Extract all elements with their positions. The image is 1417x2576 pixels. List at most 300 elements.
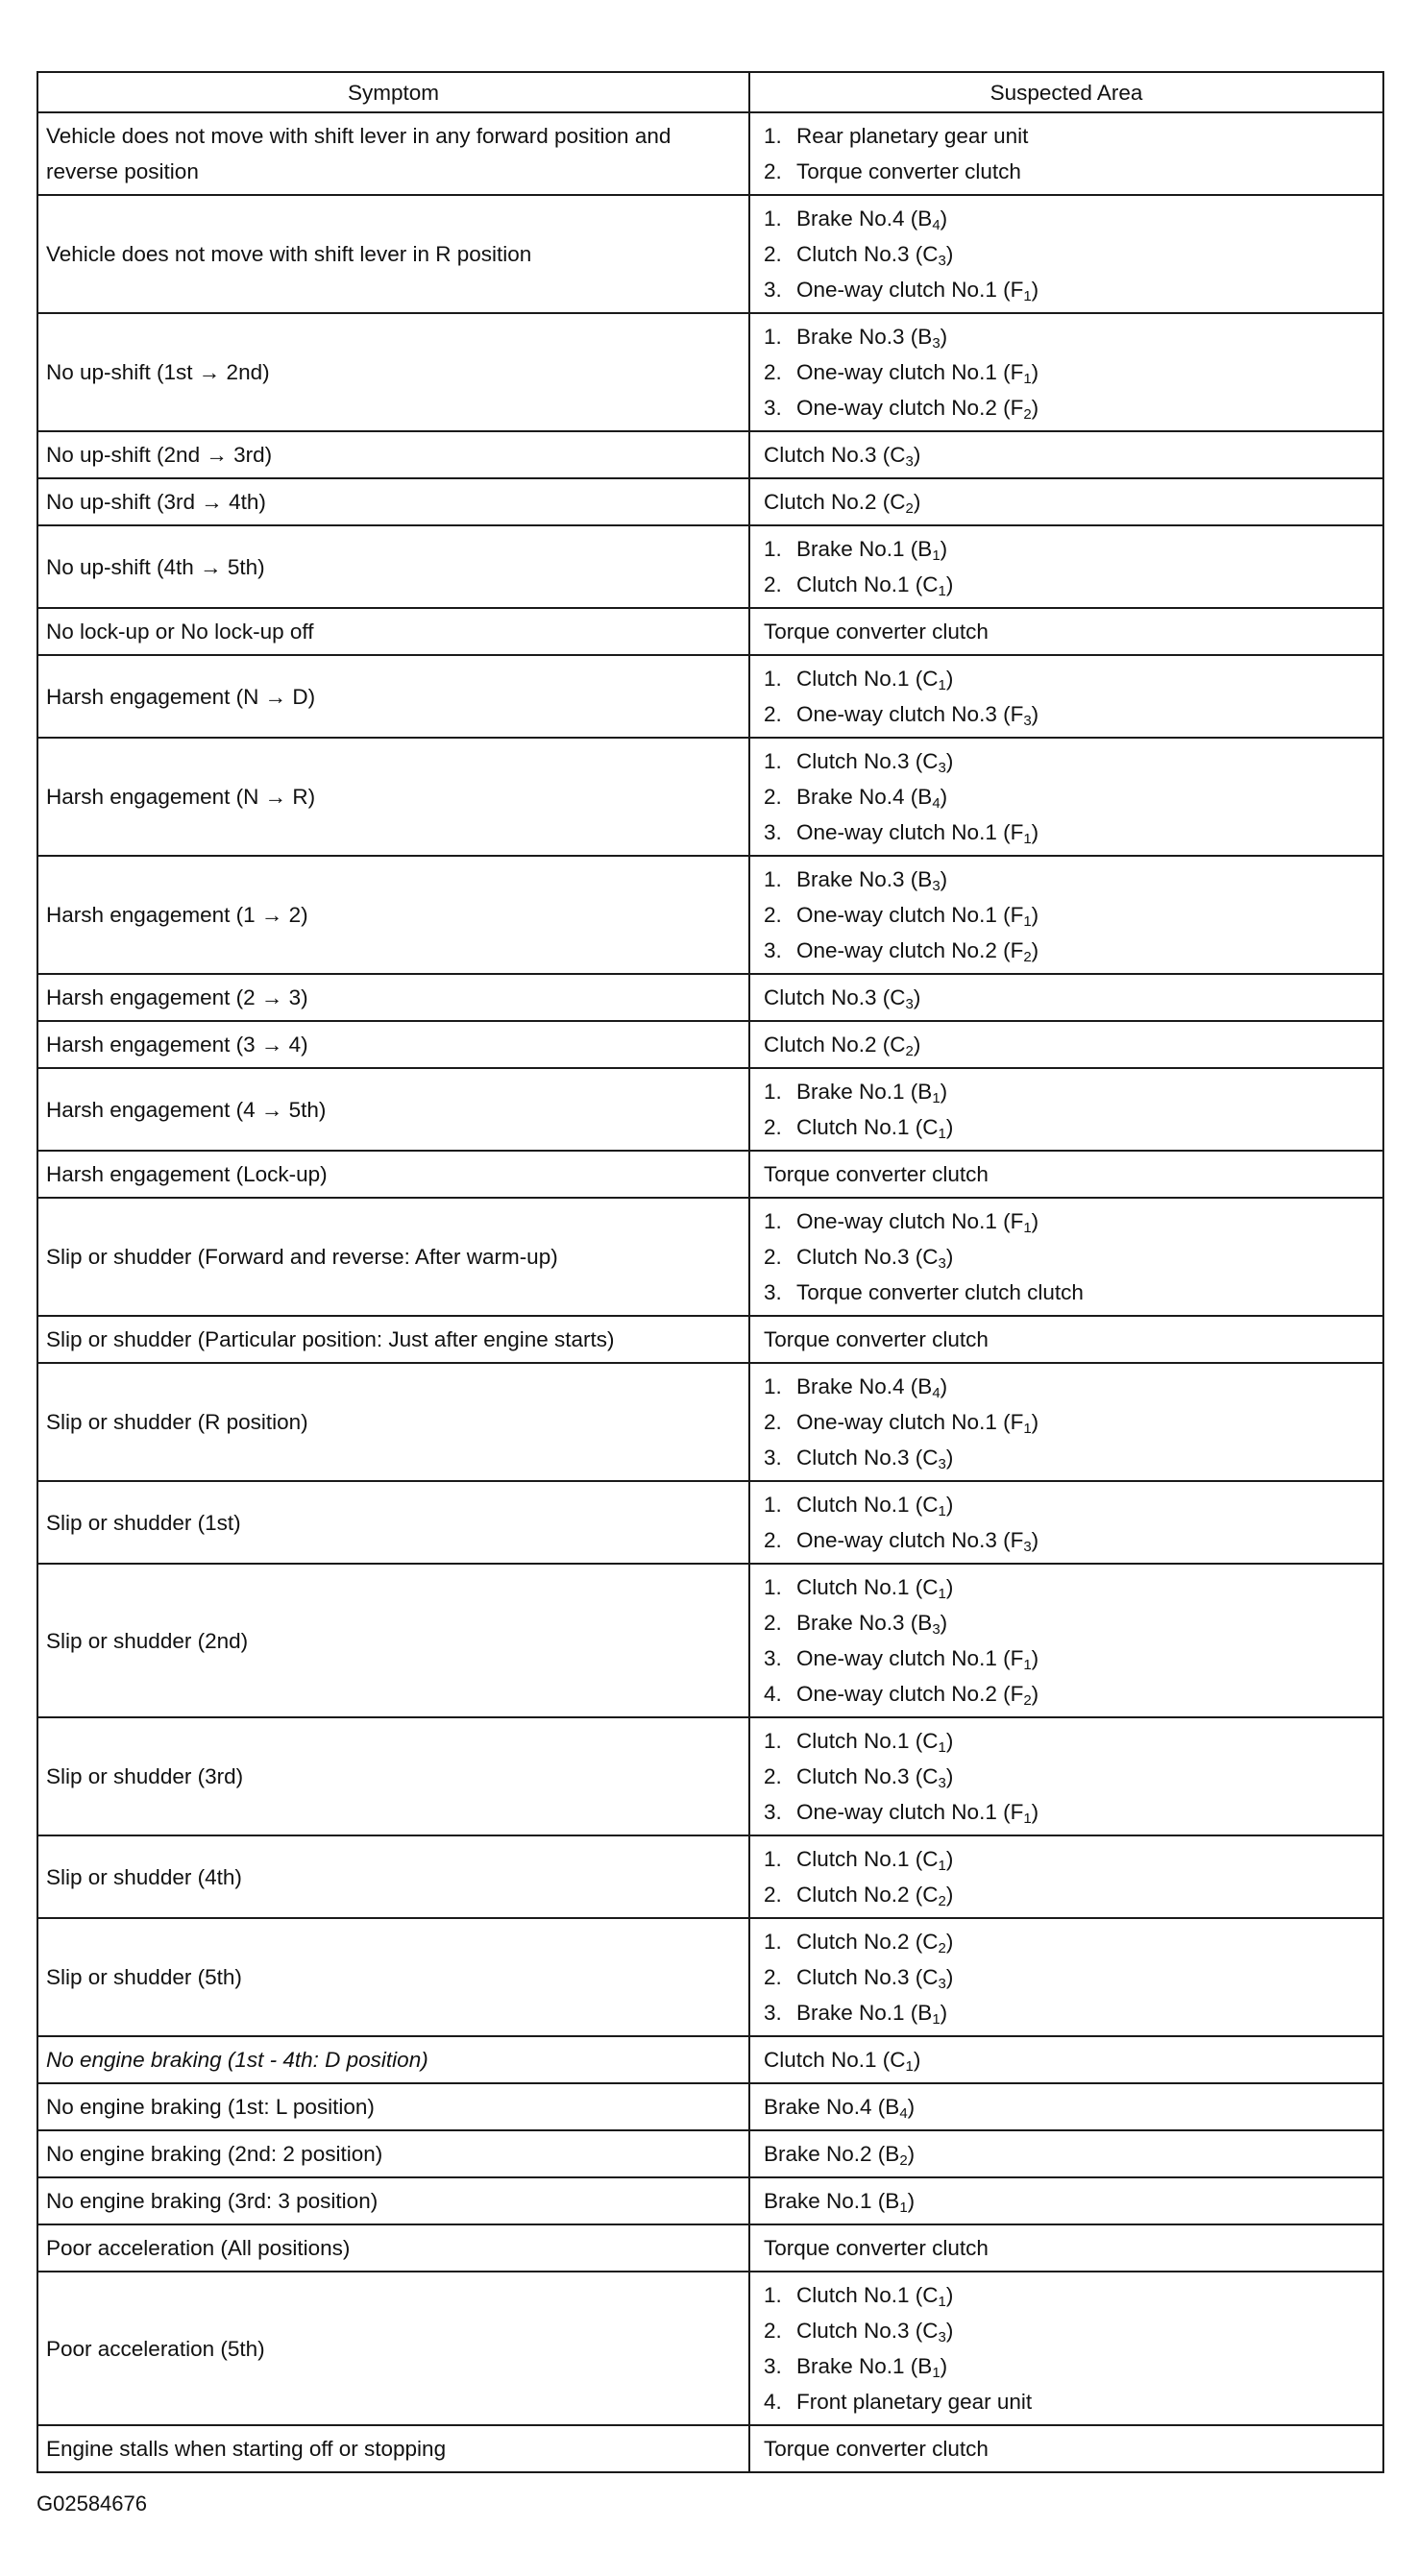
item-subscript: 3 [938, 760, 946, 776]
suspected-area-item [764, 531, 1375, 567]
symptom-cell: No lock-up or No lock-up off [37, 608, 749, 655]
table-row [37, 1198, 1383, 1316]
item-subscript: 3 [1023, 713, 1032, 729]
item-suffix: ) [940, 2001, 948, 2025]
item-text: Clutch No.1 (C [796, 667, 939, 691]
item-subscript: 1 [932, 2365, 941, 2381]
item-text: One-way clutch No.2 (F [796, 938, 1024, 962]
item-text: One-way clutch No.1 (F [796, 1209, 1024, 1233]
item-number: 2. [764, 1115, 782, 1139]
item-subscript: 2 [905, 500, 914, 517]
table-row [37, 1021, 1383, 1068]
suspected-area-cell [749, 478, 1383, 525]
table-row [37, 1363, 1383, 1481]
symptom-cell: Slip or shudder (3rd) [37, 1717, 749, 1835]
symptom-cell: Harsh engagement (3 → 4) [37, 1021, 749, 1068]
item-subscript: 1 [932, 2011, 941, 2028]
suspected-area-cell [749, 2083, 1383, 2130]
item-suffix: ) [945, 1729, 954, 1753]
symptom-cell: Harsh engagement (Lock-up) [37, 1151, 749, 1198]
suspected-area-cell [749, 1198, 1383, 1316]
item-text: Brake No.2 (B [764, 2142, 900, 2166]
item-suffix: ) [1031, 702, 1039, 726]
item-subscript: 3 [938, 1775, 946, 1791]
symptom-cell: Slip or shudder (Forward and reverse: After warm-up) [37, 1198, 749, 1316]
table-row [37, 478, 1383, 525]
item-text: Clutch No.1 (C [796, 1115, 939, 1139]
suspected-area-item [764, 2089, 1375, 2125]
table-row [37, 1835, 1383, 1918]
table-row [37, 431, 1383, 478]
suspected-area-item [764, 1924, 1375, 1959]
symptom-cell: Vehicle does not move with shift lever in any forward position and reverse position [37, 112, 749, 195]
item-number: 2. [764, 1528, 782, 1552]
item-subscript: 1 [1023, 371, 1032, 387]
item-suffix: ) [945, 242, 954, 266]
item-subscript: 2 [938, 1940, 946, 1956]
suspected-area-item [764, 118, 1375, 154]
suspected-area-item [764, 1759, 1375, 1794]
suspected-area-item [764, 2042, 1375, 2078]
item-number: 2. [764, 1965, 782, 1989]
item-text: One-way clutch No.3 (F [796, 702, 1024, 726]
header-row [37, 72, 1383, 112]
suspected-area-cell [749, 2177, 1383, 2224]
item-suffix: ) [940, 1374, 948, 1398]
item-text: Clutch No.1 (C [796, 572, 939, 596]
item-suffix: ) [945, 1965, 954, 1989]
table-row [37, 1151, 1383, 1198]
item-suffix: ) [945, 1764, 954, 1788]
suspected-area-cell [749, 112, 1383, 195]
item-text: Clutch No.3 (C [796, 1245, 939, 1269]
item-suffix: ) [945, 1446, 954, 1470]
item-number: 3. [764, 2001, 782, 2025]
item-subscript: 1 [938, 1586, 946, 1602]
table-row [37, 2425, 1383, 2472]
symptom-cell: No up-shift (2nd → 3rd) [37, 431, 749, 478]
item-number: 2. [764, 1410, 782, 1434]
table-row [37, 738, 1383, 856]
suspected-area-cell [749, 1717, 1383, 1835]
suspected-area-item [764, 1203, 1375, 1239]
table-row [37, 974, 1383, 1021]
item-text: One-way clutch No.1 (F [796, 820, 1024, 844]
item-number: 2. [764, 1611, 782, 1635]
item-subscript: 2 [899, 2152, 908, 2169]
item-suffix: ) [1031, 938, 1039, 962]
suspected-area-item [764, 2136, 1375, 2172]
item-suffix: ) [1031, 396, 1039, 420]
item-subscript: 1 [938, 1126, 946, 1142]
item-text: Clutch No.3 (C [796, 749, 939, 773]
item-suffix: ) [1031, 1682, 1039, 1706]
item-number: 3. [764, 820, 782, 844]
item-text: One-way clutch No.1 (F [796, 278, 1024, 302]
item-text: Brake No.4 (B [796, 785, 933, 809]
item-subscript: 1 [932, 1090, 941, 1106]
symptom-cell: Slip or shudder (5th) [37, 1918, 749, 2036]
item-text: Clutch No.3 (C [796, 2319, 939, 2343]
item-text: Brake No.3 (B [796, 867, 933, 891]
table-row [37, 112, 1383, 195]
item-subscript: 1 [938, 2294, 946, 2310]
table-row [37, 655, 1383, 738]
item-number: 2. [764, 159, 782, 183]
item-number: 2. [764, 1883, 782, 1907]
item-number: 1. [764, 1374, 782, 1398]
suspected-area-cell [749, 1481, 1383, 1564]
item-text: Brake No.3 (B [796, 325, 933, 349]
suspected-area-item [764, 980, 1375, 1015]
item-suffix: ) [945, 749, 954, 773]
item-text: Clutch No.1 (C [796, 1847, 939, 1871]
suspected-area-item [764, 319, 1375, 354]
item-subscript: 4 [932, 795, 941, 812]
item-suffix: ) [945, 1493, 954, 1517]
suspected-area-item [764, 661, 1375, 696]
item-text: Clutch No.3 (C [764, 443, 906, 467]
symptom-cell: Harsh engagement (1 → 2) [37, 856, 749, 974]
item-number: 2. [764, 360, 782, 384]
item-number: 3. [764, 938, 782, 962]
item-subscript: 3 [1023, 1539, 1032, 1555]
suspected-area-cell [749, 1918, 1383, 2036]
item-number: 1. [764, 749, 782, 773]
item-text: Brake No.4 (B [796, 1374, 933, 1398]
item-suffix: ) [1031, 1528, 1039, 1552]
suspected-area-cell [749, 974, 1383, 1021]
suspected-area-item [764, 272, 1375, 307]
symptom-cell: Harsh engagement (2 → 3) [37, 974, 749, 1021]
suspected-area-item [764, 390, 1375, 425]
suspected-area-item [764, 1841, 1375, 1877]
item-suffix: ) [945, 1575, 954, 1599]
item-text: Brake No.4 (B [796, 207, 933, 231]
item-text: Torque converter clutch [764, 620, 989, 644]
item-suffix: ) [940, 785, 948, 809]
item-text: Clutch No.1 (C [796, 1729, 939, 1753]
item-text: Torque converter clutch clutch [796, 1280, 1084, 1304]
item-suffix: ) [945, 1847, 954, 1871]
item-suffix: ) [940, 537, 948, 561]
item-text: Torque converter clutch [796, 159, 1021, 183]
item-text: Brake No.1 (B [796, 2354, 933, 2378]
symptom-cell: No engine braking (1st: L position) [37, 2083, 749, 2130]
suspected-area-item [764, 201, 1375, 236]
item-number: 1. [764, 1847, 782, 1871]
item-number: 3. [764, 2354, 782, 2378]
suspected-area-item [764, 2277, 1375, 2313]
symptom-cell: Poor acceleration (5th) [37, 2272, 749, 2425]
suspected-area-cell [749, 1835, 1383, 1918]
symptom-cell: No engine braking (2nd: 2 position) [37, 2130, 749, 2177]
suspected-area-column-header: Suspected Area [749, 72, 1383, 112]
suspected-area-cell [749, 2224, 1383, 2272]
item-suffix: ) [945, 1115, 954, 1139]
item-suffix: ) [1031, 360, 1039, 384]
item-text: Clutch No.3 (C [796, 1764, 939, 1788]
item-text: One-way clutch No.1 (F [796, 360, 1024, 384]
item-number: 1. [764, 1493, 782, 1517]
item-suffix: ) [907, 2142, 916, 2166]
item-text: Front planetary gear unit [796, 2390, 1033, 2414]
item-suffix: ) [913, 490, 921, 514]
item-suffix: ) [945, 1883, 954, 1907]
item-number: 4. [764, 1682, 782, 1706]
item-subscript: 3 [938, 1976, 946, 1992]
item-number: 3. [764, 1800, 782, 1824]
item-text: Torque converter clutch [764, 2437, 989, 2461]
item-suffix: ) [945, 1245, 954, 1269]
suspected-area-cell [749, 195, 1383, 313]
symptom-cell: Poor acceleration (All positions) [37, 2224, 749, 2272]
item-subscript: 1 [1023, 1220, 1032, 1236]
suspected-area-item [764, 1275, 1375, 1310]
item-suffix: ) [1031, 1410, 1039, 1434]
item-subscript: 1 [938, 677, 946, 693]
item-subscript: 1 [932, 547, 941, 564]
item-number: 1. [764, 867, 782, 891]
item-text: One-way clutch No.2 (F [796, 396, 1024, 420]
item-suffix: ) [913, 2048, 921, 2072]
item-text: Clutch No.2 (C [764, 1033, 906, 1057]
item-suffix: ) [907, 2095, 916, 2119]
item-suffix: ) [1031, 1646, 1039, 1670]
suspected-area-item [764, 1877, 1375, 1912]
suspected-area-item [764, 1487, 1375, 1522]
table-row [37, 1316, 1383, 1363]
suspected-area-cell [749, 2425, 1383, 2472]
item-number: 2. [764, 903, 782, 927]
suspected-area-item [764, 1440, 1375, 1475]
suspected-area-item [764, 1074, 1375, 1109]
symptom-column-header: Symptom [37, 72, 749, 112]
item-subscript: 1 [938, 1858, 946, 1874]
suspected-area-cell [749, 738, 1383, 856]
suspected-area-cell [749, 1316, 1383, 1363]
item-suffix: ) [945, 667, 954, 691]
item-suffix: ) [940, 2354, 948, 2378]
item-text: One-way clutch No.3 (F [796, 1528, 1024, 1552]
item-text: One-way clutch No.1 (F [796, 1646, 1024, 1670]
item-subscript: 3 [938, 1255, 946, 1272]
suspected-area-item [764, 897, 1375, 933]
suspected-area-item [764, 1995, 1375, 2030]
table-row [37, 2224, 1383, 2272]
suspected-area-item [764, 154, 1375, 189]
suspected-area-item [764, 1239, 1375, 1275]
item-text: Clutch No.1 (C [796, 1575, 939, 1599]
item-text: Clutch No.3 (C [796, 1446, 939, 1470]
suspected-area-cell [749, 1363, 1383, 1481]
suspected-area-cell [749, 313, 1383, 431]
item-subscript: 1 [1023, 1810, 1032, 1827]
item-subscript: 3 [905, 996, 914, 1012]
item-text: One-way clutch No.1 (F [796, 1410, 1024, 1434]
suspected-area-cell [749, 856, 1383, 974]
suspected-area-item [764, 1959, 1375, 1995]
suspected-area-item [764, 1605, 1375, 1640]
item-subscript: 3 [938, 253, 946, 269]
table-row [37, 608, 1383, 655]
suspected-area-item [764, 1569, 1375, 1605]
symptom-cell: Slip or shudder (1st) [37, 1481, 749, 1564]
item-text: One-way clutch No.1 (F [796, 1800, 1024, 1824]
item-suffix: ) [945, 2283, 954, 2307]
item-number: 3. [764, 1646, 782, 1670]
suspected-area-cell [749, 2272, 1383, 2425]
item-text: Torque converter clutch [764, 2236, 989, 2260]
item-subscript: 2 [938, 1893, 946, 1909]
item-subscript: 2 [905, 1043, 914, 1059]
symptom-cell: No up-shift (3rd → 4th) [37, 478, 749, 525]
item-text: One-way clutch No.2 (F [796, 1682, 1024, 1706]
item-number: 3. [764, 1446, 782, 1470]
item-number: 3. [764, 1280, 782, 1304]
item-text: Clutch No.1 (C [796, 2283, 939, 2307]
item-subscript: 1 [938, 1503, 946, 1519]
symptom-cell: Harsh engagement (4 → 5th) [37, 1068, 749, 1151]
item-suffix: ) [940, 207, 948, 231]
suspected-area-item [764, 1640, 1375, 1676]
table-row [37, 2083, 1383, 2130]
suspected-area-item [764, 484, 1375, 520]
symptom-cell: No up-shift (1st → 2nd) [37, 313, 749, 431]
item-text: Clutch No.1 (C [764, 2048, 906, 2072]
item-number: 1. [764, 207, 782, 231]
suspected-area-cell [749, 2036, 1383, 2083]
suspected-area-item [764, 1794, 1375, 1830]
table-row [37, 1564, 1383, 1717]
symptom-cell: Harsh engagement (N → D) [37, 655, 749, 738]
suspected-area-item [764, 236, 1375, 272]
item-subscript: 1 [1023, 913, 1032, 930]
item-number: 2. [764, 1764, 782, 1788]
item-suffix: ) [1031, 1209, 1039, 1233]
item-number: 1. [764, 325, 782, 349]
item-subscript: 3 [932, 335, 941, 352]
suspected-area-item [764, 567, 1375, 602]
item-number: 2. [764, 702, 782, 726]
item-subscript: 1 [938, 583, 946, 599]
item-suffix: ) [1031, 1800, 1039, 1824]
suspected-area-item [764, 1404, 1375, 1440]
suspected-area-cell [749, 431, 1383, 478]
table-row [37, 856, 1383, 974]
item-subscript: 2 [1023, 949, 1032, 965]
item-number: 1. [764, 124, 782, 148]
item-text: Clutch No.2 (C [796, 1883, 939, 1907]
suspected-area-cell [749, 1021, 1383, 1068]
item-subscript: 3 [932, 1621, 941, 1638]
suspected-area-item [764, 2230, 1375, 2266]
item-number: 2. [764, 2319, 782, 2343]
table-row [37, 2036, 1383, 2083]
item-suffix: ) [940, 325, 948, 349]
item-suffix: ) [913, 443, 921, 467]
suspected-area-item [764, 614, 1375, 649]
item-subscript: 1 [1023, 1421, 1032, 1437]
suspected-area-item [764, 1322, 1375, 1357]
item-subscript: 3 [905, 453, 914, 470]
suspected-area-cell [749, 608, 1383, 655]
suspected-area-item [764, 2348, 1375, 2384]
suspected-area-item [764, 2384, 1375, 2419]
item-number: 2. [764, 785, 782, 809]
item-subscript: 1 [1023, 1657, 1032, 1673]
symptom-cell: Harsh engagement (N → R) [37, 738, 749, 856]
item-subscript: 3 [932, 878, 941, 894]
item-suffix: ) [913, 1033, 921, 1057]
item-number: 1. [764, 1575, 782, 1599]
item-text: Clutch No.3 (C [796, 1965, 939, 1989]
item-text: Brake No.1 (B [796, 537, 933, 561]
symptom-cell: No engine braking (1st - 4th: D position) [37, 2036, 749, 2083]
item-text: Brake No.1 (B [796, 2001, 933, 2025]
suspected-area-item [764, 933, 1375, 968]
suspected-area-item [764, 696, 1375, 732]
suspected-area-item [764, 1027, 1375, 1062]
item-subscript: 2 [1023, 1692, 1032, 1709]
item-suffix: ) [945, 1930, 954, 1954]
item-text: Clutch No.2 (C [796, 1930, 939, 1954]
item-text: Torque converter clutch [764, 1162, 989, 1186]
item-number: 1. [764, 667, 782, 691]
table-row [37, 195, 1383, 313]
item-number: 1. [764, 1729, 782, 1753]
table-row [37, 525, 1383, 608]
symptom-cell: No up-shift (4th → 5th) [37, 525, 749, 608]
item-text: Clutch No.3 (C [796, 242, 939, 266]
suspected-area-item [764, 2431, 1375, 2467]
item-number: 1. [764, 1080, 782, 1104]
item-number: 1. [764, 2283, 782, 2307]
item-suffix: ) [1031, 820, 1039, 844]
item-number: 1. [764, 1209, 782, 1233]
item-text: Clutch No.2 (C [764, 490, 906, 514]
suspected-area-cell [749, 2130, 1383, 2177]
item-suffix: ) [945, 572, 954, 596]
item-number: 2. [764, 1245, 782, 1269]
table-row [37, 2272, 1383, 2425]
suspected-area-cell [749, 1564, 1383, 1717]
item-suffix: ) [940, 1080, 948, 1104]
item-number: 2. [764, 242, 782, 266]
suspected-area-item [764, 862, 1375, 897]
item-suffix: ) [1031, 278, 1039, 302]
item-subscript: 1 [899, 2199, 908, 2216]
symptom-cell: Slip or shudder (2nd) [37, 1564, 749, 1717]
item-text: Brake No.3 (B [796, 1611, 933, 1635]
symptom-table [37, 71, 1384, 2473]
table-row [37, 1717, 1383, 1835]
suspected-area-item [764, 1109, 1375, 1145]
suspected-area-item [764, 2313, 1375, 2348]
symptom-cell: Slip or shudder (R position) [37, 1363, 749, 1481]
table-row [37, 2177, 1383, 2224]
item-text: Clutch No.3 (C [764, 985, 906, 1009]
item-subscript: 1 [1023, 288, 1032, 304]
item-text: Brake No.1 (B [764, 2189, 900, 2213]
item-subscript: 2 [1023, 406, 1032, 423]
item-number: 1. [764, 537, 782, 561]
item-subscript: 3 [938, 2329, 946, 2345]
item-subscript: 1 [1023, 831, 1032, 847]
suspected-area-item [764, 814, 1375, 850]
item-suffix: ) [940, 1611, 948, 1635]
symptom-cell: Slip or shudder (4th) [37, 1835, 749, 1918]
